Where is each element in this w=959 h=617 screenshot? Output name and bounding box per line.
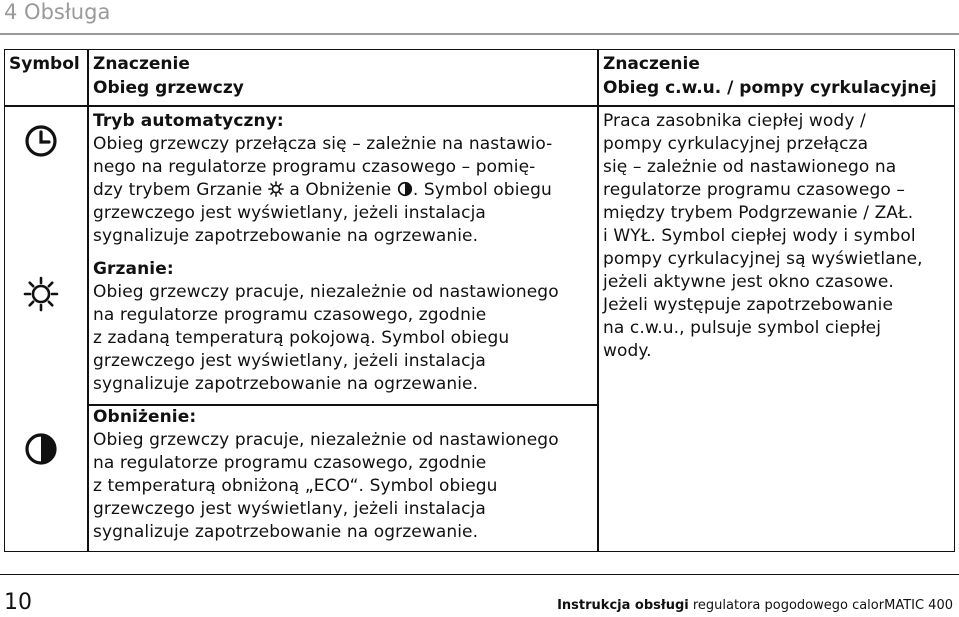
text-line: z zadaną temperaturą pokojową. Symbol obiegu xyxy=(93,328,510,348)
header-circuit-name: Obieg grzewczy xyxy=(93,78,244,98)
reduction-mode-description xyxy=(93,406,598,544)
footer-bold: Instrukcja obsługi xyxy=(557,598,689,613)
heating-mode-description xyxy=(93,258,598,396)
footer-title xyxy=(557,598,953,613)
text-line: na c.w.u., pulsuje symbol ciepłej xyxy=(603,318,882,338)
section-title: 4 Obsługa xyxy=(4,0,111,24)
text-line: z temperaturą obniżoną „ECO“. Symbol obiegu xyxy=(93,476,498,496)
header-dhw-circuit xyxy=(603,52,937,100)
text-line: Obieg grzewczy przełącza się – zależnie na nastawio- xyxy=(93,134,553,154)
text-fragment: a Obniżenie xyxy=(289,180,392,200)
reduction-mode-title: Obniżenie: xyxy=(93,407,197,427)
footer-rest: regulatora pogodowego calorMATIC 400 xyxy=(688,598,953,613)
header-symbol: Symbol xyxy=(9,54,80,74)
text-line: wody. xyxy=(603,341,652,361)
text-line: i WYŁ. Symbol ciepłej wody i symbol xyxy=(603,226,916,246)
header-meaning: Znaczenie xyxy=(603,54,700,74)
text-line: Praca zasobnika ciepłej wody / xyxy=(603,111,866,131)
text-line: Obieg grzewczy pracuje, niezależnie od nastawionego xyxy=(93,282,559,302)
header-divider xyxy=(5,105,954,107)
page-number: 10 xyxy=(4,590,32,615)
text-line: pompy cyrkulacyjnej przełącza xyxy=(603,134,869,154)
text-line: nego na regulatorze programu czasowego – pomię- xyxy=(93,157,536,177)
auto-mode-title: Tryb automatyczny: xyxy=(93,111,284,131)
text-fragment: . Symbol obiegu xyxy=(412,180,552,200)
sun-icon xyxy=(268,181,284,197)
text-line: grzewczego jest wyświetlany, jeżeli instalacja xyxy=(93,203,486,223)
text-fragment: dzy trybem Grzanie xyxy=(93,180,263,200)
moon-icon xyxy=(23,431,59,467)
column-divider xyxy=(87,50,89,551)
operation-table xyxy=(4,49,955,552)
text-line: Obieg grzewczy pracuje, niezależnie od nastawionego xyxy=(93,430,559,450)
footer-rule xyxy=(0,574,959,575)
header-heating-circuit xyxy=(93,52,244,100)
heating-mode-title: Grzanie: xyxy=(93,259,174,279)
header-meaning: Znaczenie xyxy=(93,54,190,74)
dhw-description xyxy=(603,110,953,363)
text-line: między trybem Podgrzewanie / ZAŁ. xyxy=(603,203,914,223)
text-line: Jeżeli występuje zapotrzebowanie xyxy=(603,295,894,315)
auto-mode-description xyxy=(93,110,598,248)
text-line: jeżeli aktywne jest okno czasowe. xyxy=(603,272,894,292)
text-line: sygnalizuje zapotrzebowanie na ogrzewanie. xyxy=(93,522,479,542)
text-line: sygnalizuje zapotrzebowanie na ogrzewanie. xyxy=(93,226,479,246)
header-circuit-name: Obieg c.w.u. / pompy cyrkulacyjnej xyxy=(603,78,937,98)
text-line: się – zależnie od nastawionego na xyxy=(603,157,897,177)
moon-icon xyxy=(397,181,413,197)
text-line xyxy=(93,179,598,202)
sun-icon xyxy=(23,276,59,312)
text-line: grzewczego jest wyświetlany, jeżeli instalacja xyxy=(93,351,486,371)
text-line: na regulatorze programu czasowego, zgodnie xyxy=(93,305,487,325)
text-line: na regulatorze programu czasowego, zgodnie xyxy=(93,453,487,473)
clock-icon xyxy=(23,123,59,159)
text-line: pompy cyrkulacyjnej są wyświetlane, xyxy=(603,249,923,269)
text-line: grzewczego jest wyświetlany, jeżeli instalacja xyxy=(93,499,486,519)
text-line: regulatorze programu czasowego – xyxy=(603,180,905,200)
text-line: sygnalizuje zapotrzebowanie na ogrzewanie. xyxy=(93,374,479,394)
top-rule xyxy=(0,33,959,35)
